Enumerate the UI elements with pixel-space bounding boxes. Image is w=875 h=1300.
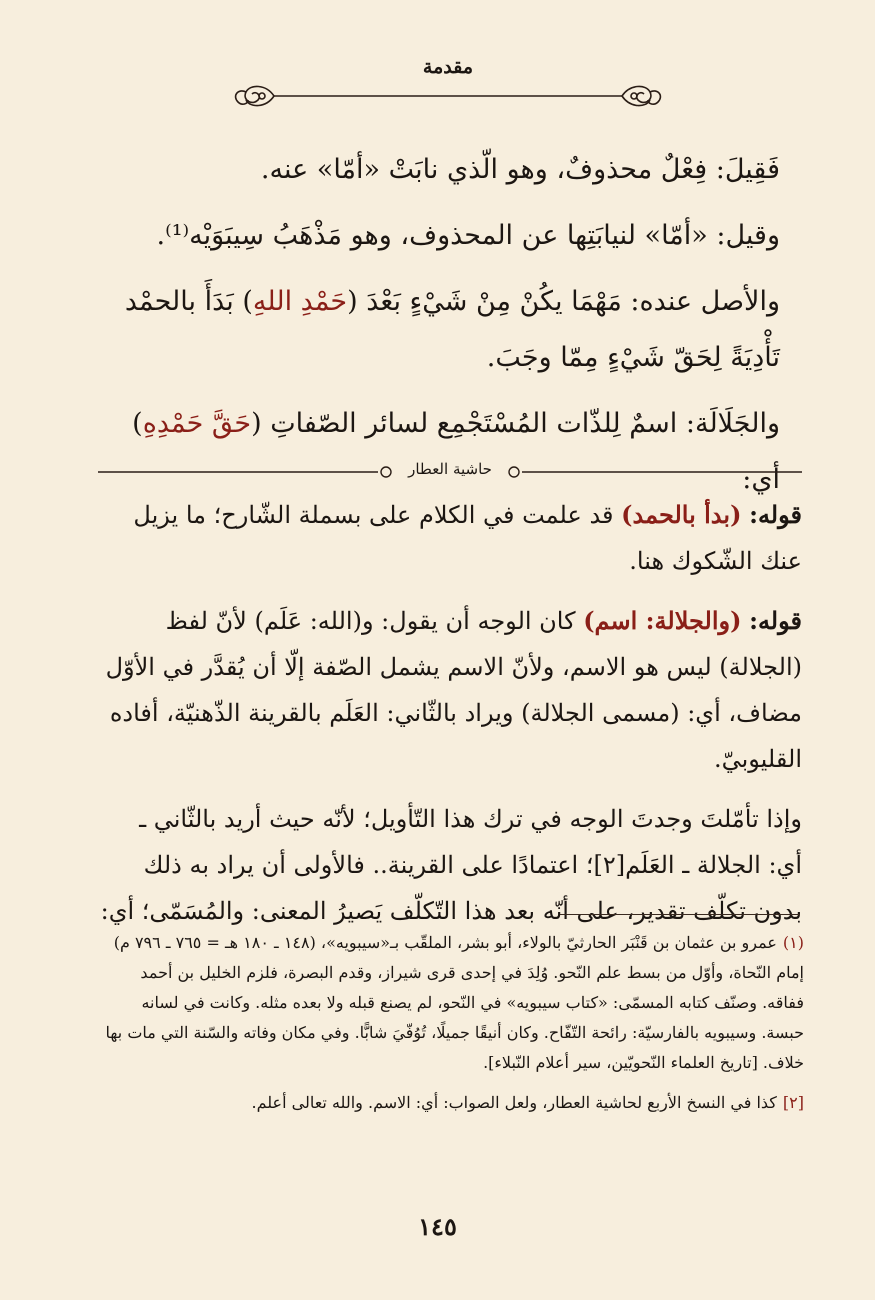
main-line-1: فَقِيلَ: فِعْلٌ محذوفٌ، وهو الّذي نابَتْ «أمّا» عنه. xyxy=(260,154,780,185)
hashiya-text xyxy=(98,492,802,948)
footnote-number: (١) xyxy=(782,933,804,952)
quoted-matn: حَقَّ حَمْدِهِ xyxy=(142,408,252,439)
hashiya-divider xyxy=(98,457,802,487)
footnote-text: عمرو بن عثمان بن قَنْبَر الحارثيّ بالولاء، أبو بشر، الملقّب بـ«سيبويه»، (١٤٨ ـ ١٨٠ هـ = ٧٦٥ ـ ٧٩٦ م) إمام النّحاة، وأوّل من بسط علم النّحو. وُلِدَ في إحدى قرى شيراز، وقدم البصرة، فلزم الخليل بن أحمد ففاقه. وصنّف كتابه المسمّى: «كتاب سيبويه» في النّحو، لم يصنع قبله ولا بعده مثله. وكانت في لسانه حبسة. وسيبويه بالفارسيّة: رائحة التّفّاح. وكان أنيقًا جميلًا، تُوُفّيَ شابًّا. وفي مكان وفاته والسّنة التي مات بها خلاف. [تاريخ العلماء النّحويّين، سير أعلام النّبلاء]. xyxy=(105,933,804,1072)
footnote-1 xyxy=(98,928,804,1078)
hashiya-title: حاشية العطار xyxy=(408,460,492,478)
footnote-2 xyxy=(98,1088,804,1118)
page-number: ١٤٥ xyxy=(418,1212,457,1241)
running-title: مقدمة xyxy=(422,56,474,78)
hashiya-paragraph-1 xyxy=(98,492,802,584)
hashiya-paragraph-3: وإذا تأمّلتَ وجدتَ الوجه في ترك هذا التّأويل؛ لأنّه حيث أريد بالثّاني ـ أي: الجلالة ـ العَلَم[٢]؛ اعتمادًا على القرينة.. فالأولى أن يراد به ذلك بدون تكلّف تقدير، على أنّه بعد هذا التّكلّف يَصيرُ المعنى: والمُسَمّى؛ أي: xyxy=(100,805,802,925)
footnote-number: [٢] xyxy=(782,1093,804,1112)
footnotes xyxy=(98,928,804,1128)
main-line-3c: ) بَدَأَ بالحمْد تَأْدِيَةً لِحَقّ شَيْءٍ مِمّا وجَبَ. xyxy=(124,286,780,373)
lemma: (بدأ بالحمد) xyxy=(621,500,742,529)
hashiya-p2-text: كان الوجه أن يقول: و(الله: عَلَم) لأنّ لفظ (الجلالة) ليس هو الاسم، ولأنّ الاسم يشمل الصّفة إلّا أن يُقدَّر في الأوّل مضاف، أي: (مسمى الجلالة) ويراد بالثّاني: العَلَم بالقرينة الذّهنيّة، أفاده القليوبيّ. xyxy=(105,607,802,773)
qawluh-label: قوله: xyxy=(749,606,802,635)
hashiya-paragraph-2 xyxy=(98,598,802,782)
main-line-4a: والجَلَالَة: اسمٌ لِلذّات المُسْتَجْمِع لسائر الصّفاتِ ( xyxy=(251,408,780,439)
page-header xyxy=(228,56,668,116)
main-line-3a: والأصل عنده: مَهْمَا يكُنْ مِنْ شَيْءٍ بَعْدَ ( xyxy=(347,286,780,317)
quoted-matn: حَمْدِ اللهِ xyxy=(252,286,348,317)
hashiya-p1-text: قد علمت في الكلام على بسملة الشّارح؛ ما يزيل عنك الشّكوك هنا. xyxy=(133,501,802,575)
main-line-2: وقيل: «أمّا» لنيابَتِها عن المحذوف، وهو مَذْهَبُ سِيبَوَيْه⁽¹⁾. xyxy=(156,220,780,251)
main-line-4c: ) أي: xyxy=(132,408,780,495)
lemma: (والجلالة: اسم) xyxy=(583,606,742,635)
footnote-text: كذا في النسخ الأربع لحاشية العطار، ولعل الصواب: أي: الاسم. والله تعالى أعلم. xyxy=(251,1093,777,1112)
footnote-rule xyxy=(560,914,800,915)
header-ornament xyxy=(228,78,668,114)
main-paragraph-3 xyxy=(98,274,780,386)
qawluh-label: قوله: xyxy=(749,500,802,529)
